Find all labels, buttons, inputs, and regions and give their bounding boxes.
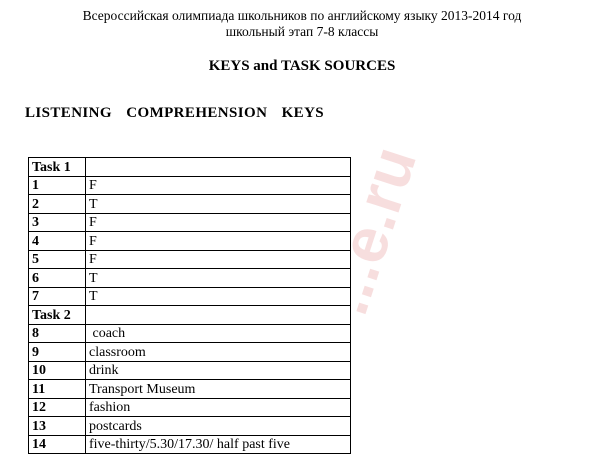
table-row: [29, 361, 351, 380]
question-number: 12: [29, 398, 86, 417]
table-row: [29, 287, 351, 306]
task-2-label: Task 2: [29, 306, 86, 325]
question-number: 2: [29, 195, 86, 214]
question-number: 10: [29, 361, 86, 380]
question-number: 6: [29, 269, 86, 288]
answer-cell: classroom: [86, 343, 351, 362]
question-number: 13: [29, 417, 86, 436]
question-number: 5: [29, 250, 86, 269]
question-number: 14: [29, 435, 86, 454]
answer-cell: fashion: [86, 398, 351, 417]
answer-cell: T: [86, 195, 351, 214]
table-row: [29, 380, 351, 399]
table-row: [29, 435, 351, 454]
section-heading-text: LISTENING COMPREHENSION KEYS: [25, 105, 325, 121]
answer-cell: F: [86, 213, 351, 232]
question-number: 3: [29, 213, 86, 232]
answer-cell: five-thirty/5.30/17.30/ half past five: [86, 435, 351, 454]
table-row: [29, 398, 351, 417]
task-header-empty-cell: [86, 306, 351, 325]
document-subtitle: KEYS and TASK SOURCES: [208, 58, 396, 74]
site-watermark: ...e.ru: [308, 137, 431, 323]
section-heading: [25, 104, 324, 122]
table-row: [29, 195, 351, 214]
task-header-row: [29, 158, 351, 177]
table-row: [29, 213, 351, 232]
table-row: [29, 417, 351, 436]
question-number: 7: [29, 287, 86, 306]
answer-cell: Transport Museum: [86, 380, 351, 399]
task-header-row: [29, 306, 351, 325]
table-row: [29, 324, 351, 343]
task-1-label: Task 1: [29, 158, 86, 177]
document-header-line-2: школьный этап 7-8 классы: [225, 24, 379, 39]
table-row: [29, 250, 351, 269]
document-header-line-1: Всероссийская олимпиада школьников по английскому языку 2013-2014 год: [82, 8, 522, 23]
question-number: 8: [29, 324, 86, 343]
table-row: [29, 269, 351, 288]
answer-cell: coach: [86, 324, 351, 343]
table-row: [29, 232, 351, 251]
answer-cell: T: [86, 287, 351, 306]
question-number: 9: [29, 343, 86, 362]
answer-cell: F: [86, 250, 351, 269]
question-number: 4: [29, 232, 86, 251]
table-row: [29, 343, 351, 362]
answer-cell: F: [86, 232, 351, 251]
question-number: 11: [29, 380, 86, 399]
answer-cell: postcards: [86, 417, 351, 436]
answer-cell: F: [86, 176, 351, 195]
answer-cell: drink: [86, 361, 351, 380]
question-number: 1: [29, 176, 86, 195]
answer-keys-table: [28, 157, 351, 454]
table-row: [29, 176, 351, 195]
task-header-empty-cell: [86, 158, 351, 177]
answer-cell: T: [86, 269, 351, 288]
